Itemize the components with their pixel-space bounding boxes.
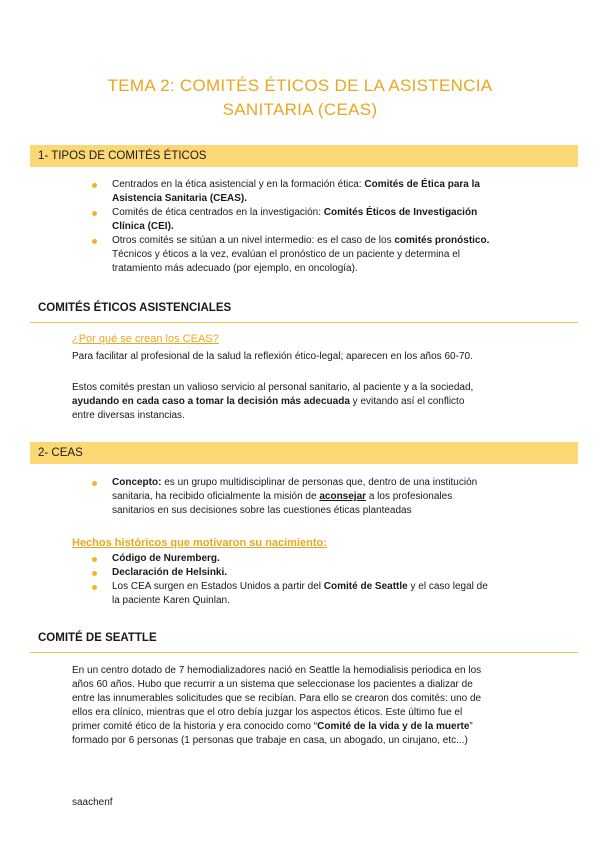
list-item: Concepto: es un grupo multidisciplinar de personas que, dentro de una institución sanitaria, ha recibido oficialmente la misión de aconsejar a los profesionales sanitarios en sus decisiones sobre las cuestiones éticas planteadas xyxy=(92,476,532,518)
concepto-list xyxy=(92,476,532,518)
page-title-line2: SANITARIA (CEAS) xyxy=(222,100,378,119)
section-heading-seattle: COMITÉ DE SEATTLE xyxy=(38,632,157,644)
question-answer: Para facilitar al profesional de la salud la reflexión ético-legal; aparecen en los años 60-70. xyxy=(72,351,473,362)
bullet-icon xyxy=(92,585,97,590)
ceas-paragraph: Estos comités prestan un valioso servicio al personal sanitario, al paciente y a la sociedad, ayudando en cada caso a tomar la decisión más adecuada y evitando así el conflicto entre diversas instancias. xyxy=(72,382,474,421)
facts-heading: Hechos históricos que motivaron su nacimiento: xyxy=(72,537,327,549)
bullet-icon xyxy=(92,183,97,188)
list-item: Declaración de Helsinki. xyxy=(92,566,532,580)
divider xyxy=(30,652,578,653)
section-heading-tipos: 1- TIPOS DE COMITÉS ÉTICOS xyxy=(30,145,578,167)
bullet-icon xyxy=(92,571,97,576)
list-item: Código de Nuremberg. xyxy=(92,552,532,566)
facts-list xyxy=(92,552,532,608)
bullet-icon xyxy=(92,211,97,216)
list-item: Centrados en la ética asistencial y en la formación ética: Comités de Ética para la Asistencia Sanitaria (CEAS). xyxy=(92,178,532,206)
tipos-list xyxy=(92,178,532,276)
list-item: Otros comités se sitúan a un nivel intermedio: es el caso de los comités pronóstico. Técnicos y éticos a la vez, evalúan el pronóstico de un paciente y determina el tratamiento más adecuado (por ejemplo, en oncología). xyxy=(92,234,532,276)
question-heading: ¿Por qué se crean los CEAS? xyxy=(72,333,219,345)
section-heading-ceas: 2- CEAS xyxy=(30,442,578,464)
divider xyxy=(30,322,578,323)
section-heading-asistenciales: COMITÉS ÉTICOS ASISTENCIALES xyxy=(38,302,232,314)
bullet-icon xyxy=(92,239,97,244)
list-item: Comités de ética centrados en la investigación: Comités Éticos de Investigación Clínica (CEI). xyxy=(92,206,532,234)
list-item: Los CEA surgen en Estados Unidos a partir del Comité de Seattle y el caso legal de la paciente Karen Quinlan. xyxy=(92,580,532,608)
author-footer: saachenf xyxy=(72,797,113,808)
page-title xyxy=(60,74,540,122)
bullet-icon xyxy=(92,481,97,486)
bullet-icon xyxy=(92,557,97,562)
page-title-line1: TEMA 2: COMITÉS ÉTICOS DE LA ASISTENCIA xyxy=(107,76,493,95)
seattle-paragraph: En un centro dotado de 7 hemodializadores nació en Seattle la hemodialisis periodica en los años 60 años. Hubo que recurrir a un sistema que seleccionase los pacientes a dializar de entre las innumerables solicitudes que se recibían. Para ello se crearon dos comités: uno de ellos era clínico, mientras que el otro debía juzgar los aspectos éticos. Este último fue el primer comité ético de la historia y era conocido como “Comité de la vida y de la muerte” formado por 6 personas (1 personas que trabaje en casa, un abogado, un cirujano, etc...) xyxy=(72,665,482,746)
